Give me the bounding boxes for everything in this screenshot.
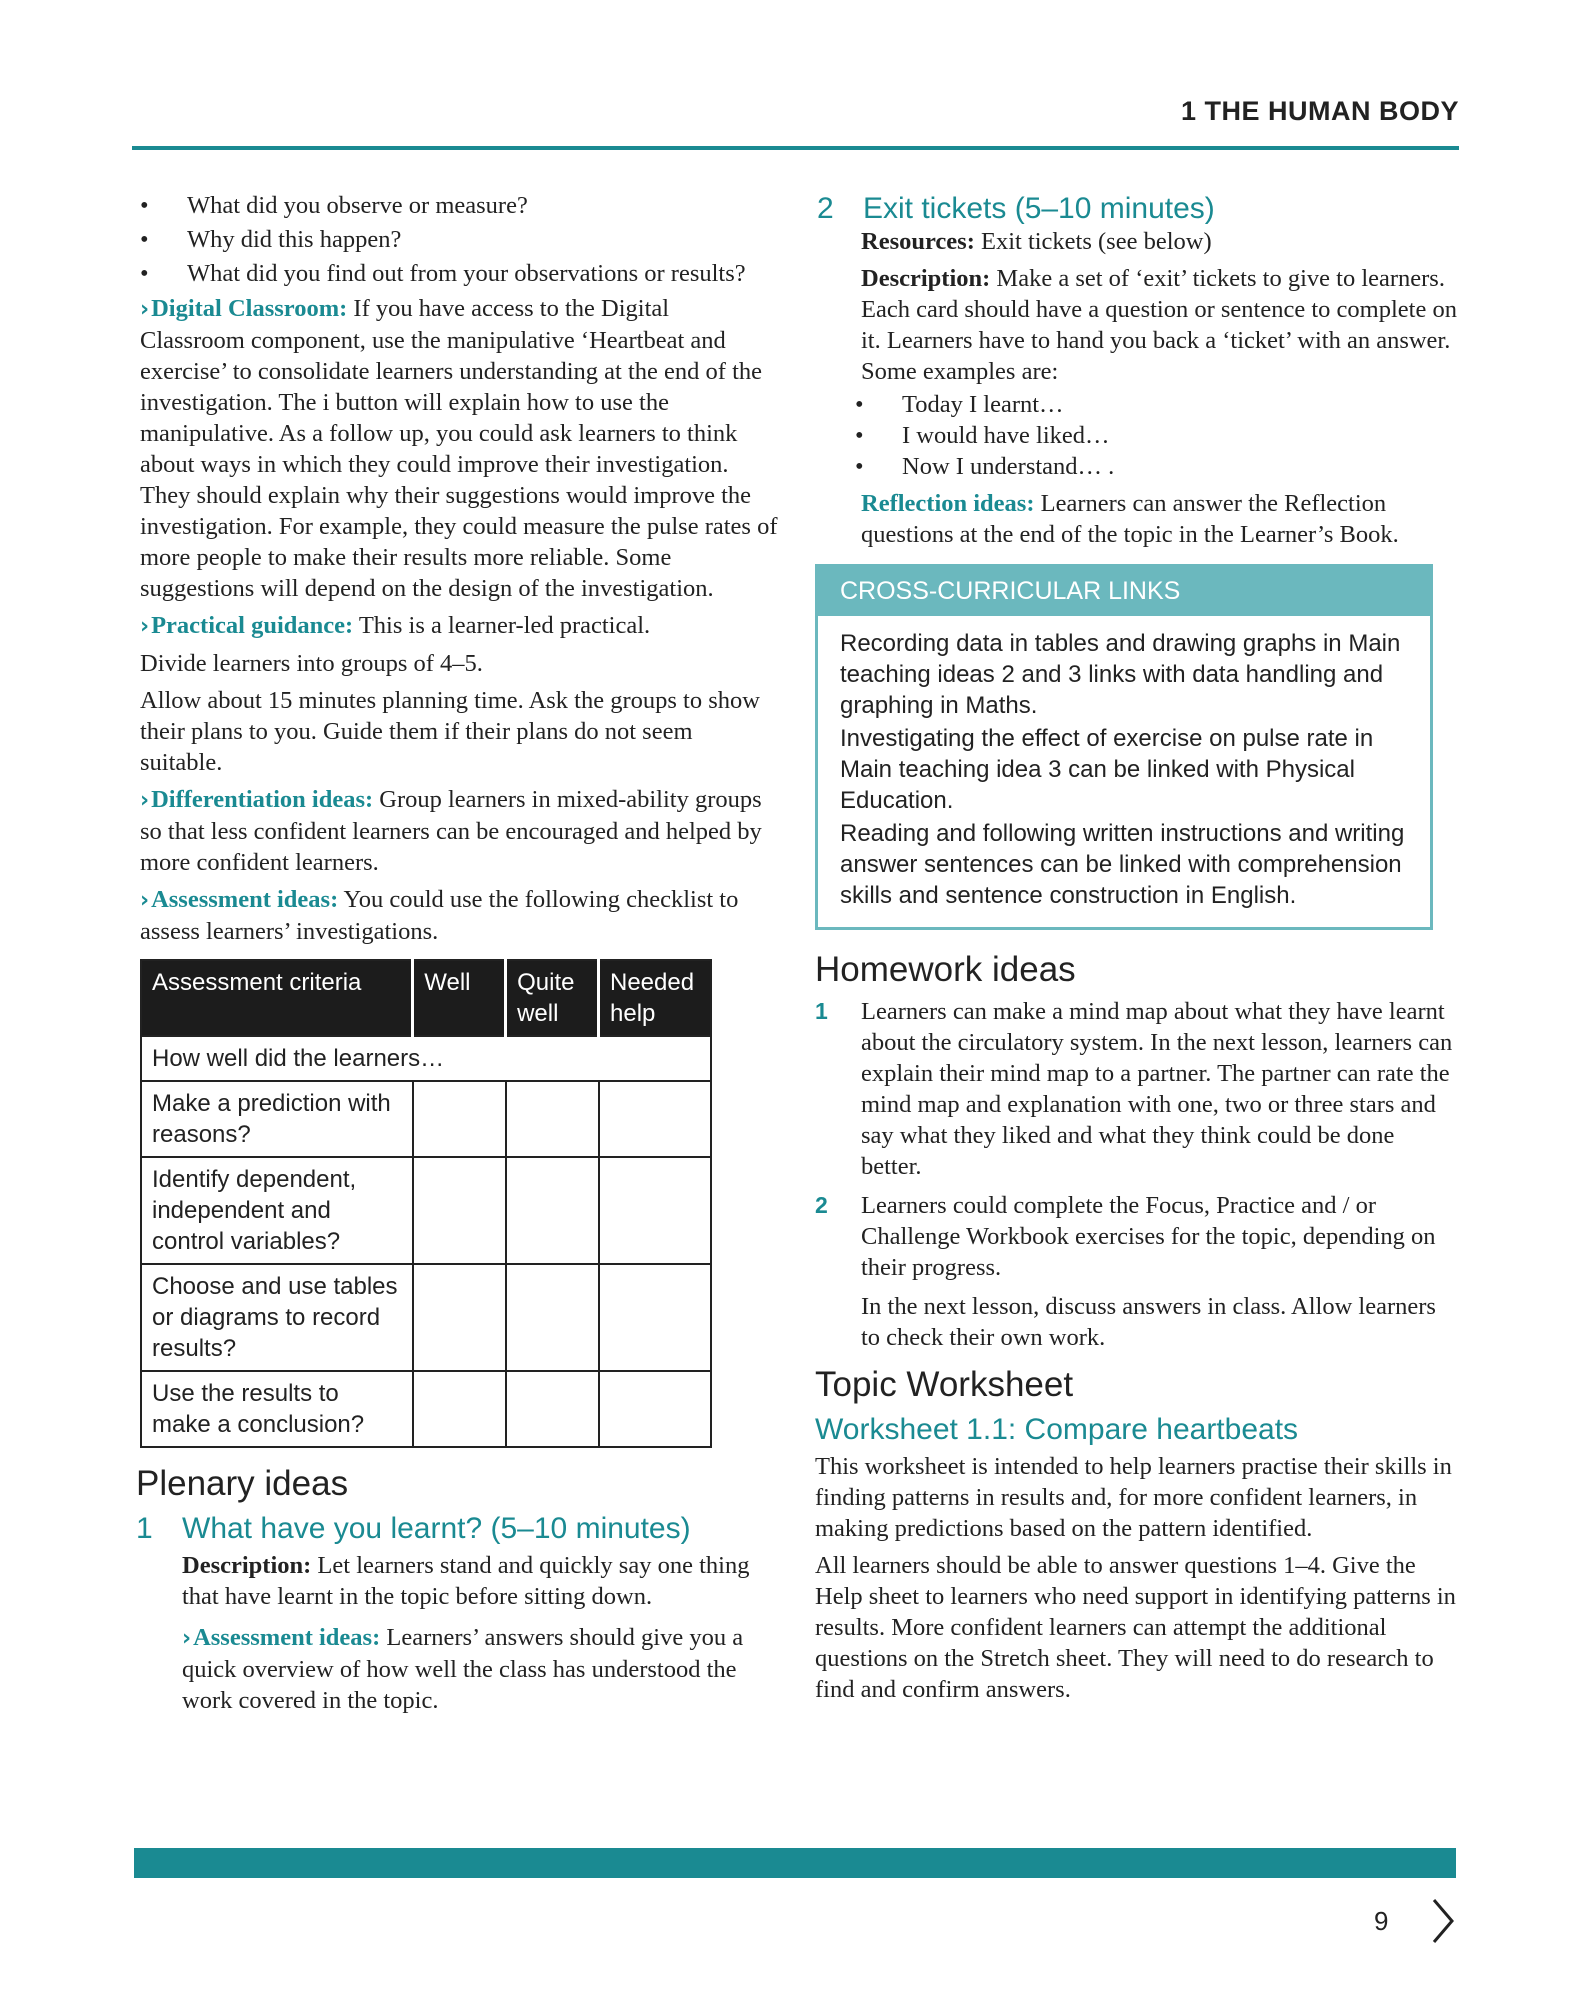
- checkbox-cell: [599, 1371, 712, 1447]
- topic-worksheet-heading: Topic Worksheet: [815, 1365, 1074, 1404]
- checkbox-cell: [506, 1371, 599, 1447]
- chevron-right-icon: ›: [140, 788, 150, 813]
- exit-tickets-title: 2 Exit tickets (5–10 minutes): [817, 192, 1215, 225]
- homework-list: [815, 996, 1460, 1353]
- column-header: Well: [413, 960, 506, 1036]
- chevron-right-icon: ›: [182, 1626, 192, 1651]
- running-header: 1 THE HUMAN BODY: [1180, 96, 1459, 126]
- table-row: [141, 1036, 711, 1081]
- list-item: 1 Learners can make a mind map about what they have learnt about the circulatory system. In the next lesson, learners can explain their mind map to a partner. The partner can rate the mind map and explanation with one, two or three stars and say what they liked and what they think could be done better.: [815, 998, 1453, 1180]
- chevron-right-icon[interactable]: [1428, 1896, 1458, 1946]
- differentiation-paragraph: ›Differentiation ideas: Group learners in mixed-ability groups so that less confident learners can be encouraged and helped by more confident learners.: [140, 786, 762, 876]
- table-row: [141, 1081, 711, 1157]
- digital-classroom-paragraph: ›Digital Classroom: If you have access to the Digital Classroom component, use the manipulative ‘Heartbeat and exercise’ to consolidate learners understanding at the end of the investigation. The i button will explain how to use the manipulative. As a follow up, you could ask learners to think about ways in which they could improve their investigation. They should explain why their suggestions would improve the investigation. For example, they could measure the pulse rates of more people to make their results more reliable. Some suggestions will depend on the design of the investigation.: [140, 295, 778, 602]
- checkbox-cell: [413, 1157, 506, 1264]
- column-header: Needed help: [599, 960, 712, 1036]
- column-header: Assessment criteria: [141, 960, 413, 1036]
- header-rule: [132, 146, 1459, 150]
- table-header-row: [141, 960, 711, 1036]
- chevron-right-icon: ›: [140, 888, 150, 913]
- reflection-paragraph: Reflection ideas: Learners can answer the Reflection questions at the end of the topic in the Learner’s Book.: [861, 490, 1399, 548]
- checkbox-cell: [599, 1264, 712, 1371]
- cross-curricular-box: [815, 564, 1433, 930]
- cross-curricular-item: Reading and following written instructions and writing answer sentences can be linked with comprehension skills and sentence construction in English.: [840, 820, 1405, 909]
- footer-bar: [134, 1848, 1456, 1878]
- table-cell: Choose and use tables or diagrams to record results?: [141, 1264, 413, 1371]
- checkbox-cell: [599, 1157, 712, 1264]
- worksheet-paragraph: This worksheet is intended to help learners practise their skills in finding patterns in results and, for more confident learners, in making predictions based on the pattern identified.: [815, 1453, 1452, 1542]
- checkbox-cell: [599, 1081, 712, 1157]
- plenary-description: Description: Let learners stand and quickly say one thing that have learnt in the topic before sitting down.: [182, 1552, 750, 1610]
- list-item: • What did you observe or measure?: [140, 190, 780, 221]
- cross-curricular-item: Recording data in tables and drawing graphs in Main teaching ideas 2 and 3 links with data handling and graphing in Maths.: [840, 630, 1401, 719]
- table-cell: Identify dependent, independent and control variables?: [141, 1157, 413, 1264]
- plenary-heading: Plenary ideas: [136, 1464, 349, 1503]
- checkbox-cell: [506, 1081, 599, 1157]
- cross-curricular-body: [818, 616, 1430, 927]
- cross-curricular-item: Investigating the effect of exercise on pulse rate in Main teaching idea 3 can be linked with Physical Education.: [840, 725, 1374, 814]
- worksheet-title: Worksheet 1.1: Compare heartbeats: [815, 1413, 1299, 1446]
- checkbox-cell: [413, 1081, 506, 1157]
- chevron-right-icon: ›: [140, 614, 150, 639]
- list-item: • Now I understand… .: [855, 451, 1460, 482]
- page-number: 9: [1374, 1906, 1389, 1936]
- chevron-right-icon: ›: [140, 297, 150, 322]
- checkbox-cell: [413, 1371, 506, 1447]
- resources-line: Resources: Exit tickets (see below): [861, 228, 1212, 255]
- checkbox-cell: [413, 1264, 506, 1371]
- list-item: • I would have liked…: [855, 420, 1460, 451]
- exit-ticket-examples: [855, 389, 1460, 482]
- left-column: [136, 190, 780, 1716]
- worksheet-paragraph: All learners should be able to answer questions 1–4. Give the Help sheet to learners who need support in identifying patterns in results. More confident learners can attempt the additional questions on the Stretch sheet. They will need to do research to find and confirm answers.: [815, 1552, 1456, 1703]
- checkbox-cell: [506, 1264, 599, 1371]
- assessment-checklist-table: [140, 959, 712, 1448]
- assessment-paragraph: ›Assessment ideas: You could use the following checklist to assess learners’ investigations.: [140, 886, 739, 945]
- plenary-idea-title: 1 What have you learnt? (5–10 minutes): [136, 1512, 691, 1545]
- table-cell: How well did the learners…: [141, 1036, 711, 1081]
- table-row: [141, 1157, 711, 1264]
- column-header: Quite well: [506, 960, 599, 1036]
- groups-paragraph: Divide learners into groups of 4–5.: [140, 650, 483, 677]
- table-cell: Use the results to make a conclusion?: [141, 1371, 413, 1447]
- question-bullet-list: [140, 190, 780, 289]
- planning-paragraph: Allow about 15 minutes planning time. Ask the groups to show their plans to you. Guide them if their plans do not seem suitable.: [140, 687, 760, 776]
- list-item: • Today I learnt…: [855, 389, 1460, 420]
- right-column: [815, 192, 1460, 1705]
- exit-description: Description: Make a set of ‘exit’ tickets to give to learners. Each card should have a question or sentence to complete on it. Learners have to hand you back a ‘ticket’ with an answer. Some examples are:: [861, 265, 1457, 385]
- table-cell: Make a prediction with reasons?: [141, 1081, 413, 1157]
- table-row: [141, 1264, 711, 1371]
- homework-heading: Homework ideas: [815, 950, 1076, 989]
- list-item: • What did you find out from your observations or results?: [140, 258, 780, 289]
- list-item: • Why did this happen?: [140, 224, 780, 255]
- table-row: [141, 1371, 711, 1447]
- cross-curricular-title: CROSS-CURRICULAR LINKS: [818, 567, 1430, 616]
- plenary-assessment: ›Assessment ideas: Learners’ answers should give you a quick overview of how well the class has understood the work covered in the topic.: [182, 1624, 744, 1714]
- list-item: 2 Learners could complete the Focus, Practice and / or Challenge Workbook exercises for the topic, depending on their progress. In the next lesson, discuss answers in class. Allow learners to check their own work.: [815, 1192, 1436, 1351]
- practical-guidance-paragraph: ›Practical guidance: This is a learner-led practical.: [140, 612, 651, 639]
- checkbox-cell: [506, 1157, 599, 1264]
